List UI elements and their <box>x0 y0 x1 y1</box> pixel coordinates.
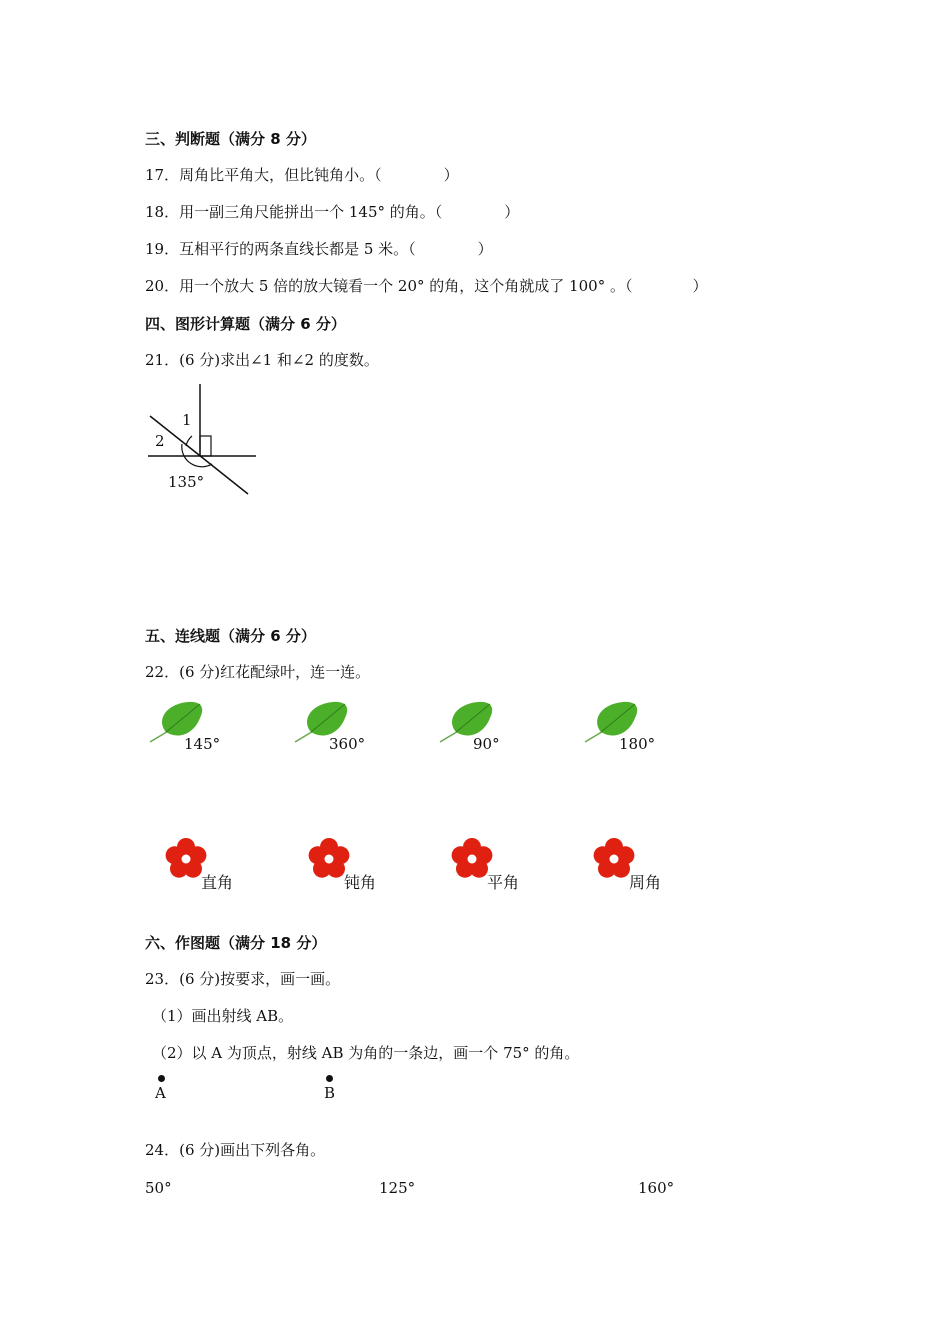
question-23-part-2: （2）以 A 为顶点，射线 AB 为角的一条边，画一个 75° 的角。 <box>152 1044 580 1062</box>
section-6-heading: 六、作图题（满分 18 分） <box>145 934 327 952</box>
question-17 <box>145 165 459 185</box>
leaf-label: 145° <box>184 735 221 753</box>
section-5-heading: 五、连线题（满分 6 分） <box>145 627 316 645</box>
point-a-dot[interactable] <box>158 1075 165 1082</box>
question-23: 23．(6 分)按要求，画一画。 <box>145 970 341 988</box>
question-18-close: ） <box>504 203 520 221</box>
leaf-label: 180° <box>619 735 656 753</box>
question-20-text: 20．用一个放大 5 倍的放大镜看一个 20° 的角，这个角就成了 100° 。（ <box>145 277 633 295</box>
leaf-item-145[interactable] <box>148 700 268 760</box>
question-17-close: ） <box>443 166 459 184</box>
flower-item-right-angle[interactable] <box>163 836 273 896</box>
section-3-heading: 三、判断题（满分 8 分） <box>145 130 316 148</box>
leaf-item-360[interactable] <box>293 700 413 760</box>
flower-label: 平角 <box>487 873 520 892</box>
point-b-dot[interactable] <box>326 1075 333 1082</box>
flower-item-straight-angle[interactable] <box>449 836 559 896</box>
question-18-text: 18．用一副三角尺能拼出一个 145° 的角。（ <box>145 203 443 221</box>
question-24: 24．(6 分)画出下列各角。 <box>145 1141 326 1159</box>
leaf-item-90[interactable] <box>438 700 558 760</box>
flower-label: 周角 <box>629 873 662 892</box>
leaf-item-180[interactable] <box>583 700 703 760</box>
question-17-text: 17．周角比平角大，但比钝角小。（ <box>145 166 382 184</box>
angle-label-2: 2 <box>155 432 165 450</box>
question-20 <box>145 276 707 296</box>
question-21: 21．(6 分)求出∠1 和∠2 的度数。 <box>145 351 379 369</box>
question-20-close: ） <box>692 277 708 295</box>
angle-label-135: 135° <box>168 473 205 491</box>
question-19 <box>145 239 493 259</box>
leaf-label: 360° <box>329 735 366 753</box>
leaf-label: 90° <box>473 735 500 753</box>
angle-label-1: 1 <box>182 411 192 429</box>
flower-item-obtuse-angle[interactable] <box>306 836 416 896</box>
question-23-part-1: （1）画出射线 AB。 <box>152 1007 294 1025</box>
point-a-label: A <box>155 1084 166 1102</box>
question-19-close: ） <box>477 240 493 258</box>
flower-label: 直角 <box>201 873 234 892</box>
question-19-text: 19．互相平行的两条直线长都是 5 米。（ <box>145 240 416 258</box>
angle-item-160: 160° <box>638 1179 675 1197</box>
flower-item-full-angle[interactable] <box>591 836 701 896</box>
flower-label: 钝角 <box>344 873 377 892</box>
question-22: 22．(6 分)红花配绿叶，连一连。 <box>145 663 371 681</box>
angle-item-125: 125° <box>379 1179 416 1197</box>
point-b-label: B <box>324 1084 336 1102</box>
section-4-heading: 四、图形计算题（满分 6 分） <box>145 315 346 333</box>
angle-item-50: 50° <box>145 1179 172 1197</box>
question-18 <box>145 202 519 222</box>
